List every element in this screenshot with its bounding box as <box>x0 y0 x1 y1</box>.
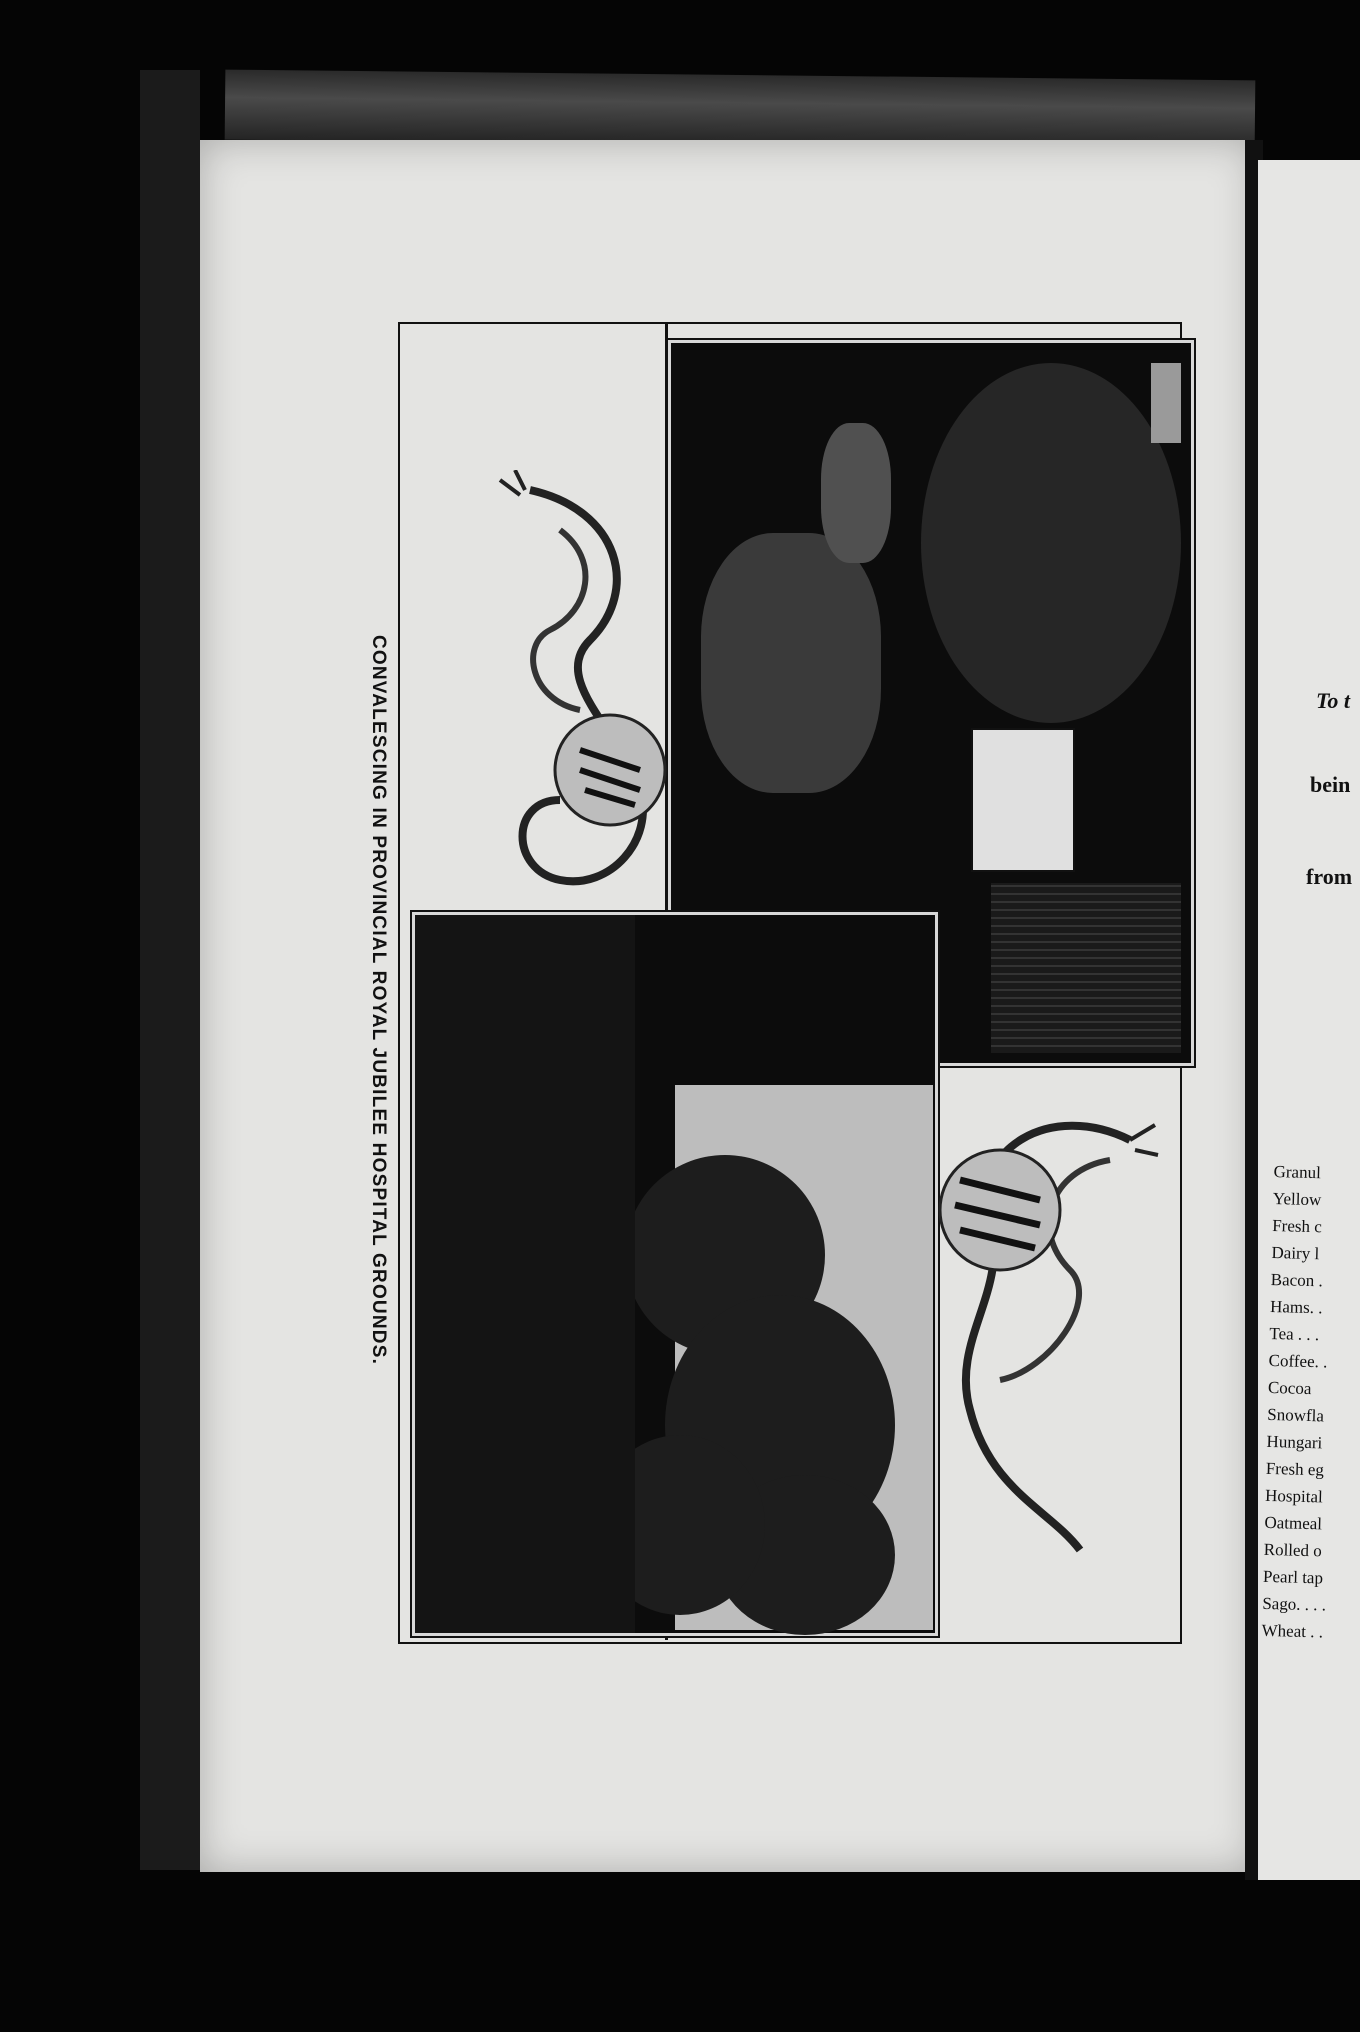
plate-caption: CONVALESCING IN PROVINCIAL ROYAL JUBILEE HOSPITAL GROUNDS. <box>368 634 389 1366</box>
window-panel <box>971 728 1075 872</box>
list-item: Hospital <box>1264 1485 1324 1507</box>
light-patch <box>1151 363 1181 443</box>
standing-figure <box>821 423 891 563</box>
book-binding-top <box>225 70 1256 151</box>
photo-hospital-grounds <box>412 912 938 1636</box>
scan-edge-left <box>140 70 200 1870</box>
list-item: Fresh c <box>1271 1215 1323 1237</box>
list-item: Yellow <box>1272 1188 1322 1210</box>
list-item: Rolled o <box>1263 1539 1323 1561</box>
list-item: Tea . . . <box>1269 1323 1320 1345</box>
list-item: Sago. . . . <box>1262 1593 1327 1615</box>
list-item: Coffee. . <box>1268 1350 1328 1372</box>
right-page-list <box>1261 1158 1337 1646</box>
list-item: Wheat . . <box>1261 1620 1324 1642</box>
flourish-ornament-upper <box>470 470 670 910</box>
hedge-shape <box>921 363 1181 723</box>
right-page-line-fragment: from <box>1306 864 1353 889</box>
list-item: Cocoa <box>1267 1377 1312 1399</box>
list-item: Pearl tap <box>1262 1566 1324 1588</box>
lawn <box>415 915 635 1633</box>
list-item: Dairy l <box>1271 1242 1320 1264</box>
list-item: Oatmeal <box>1264 1512 1323 1534</box>
list-item: Hams. . <box>1269 1296 1323 1318</box>
flourish-ornament-lower <box>930 1080 1160 1580</box>
clapboard-wall <box>991 883 1181 1053</box>
right-page-heading-fragment: To t <box>1316 688 1351 713</box>
list-item: Snowfla <box>1267 1404 1325 1426</box>
list-item: Hungari <box>1266 1431 1323 1453</box>
list-item: Fresh eg <box>1265 1458 1325 1480</box>
right-page-line-fragment: bein <box>1310 772 1351 797</box>
list-item: Bacon . <box>1270 1269 1323 1291</box>
list-item: Granul <box>1273 1161 1322 1183</box>
seated-figures <box>701 533 881 793</box>
